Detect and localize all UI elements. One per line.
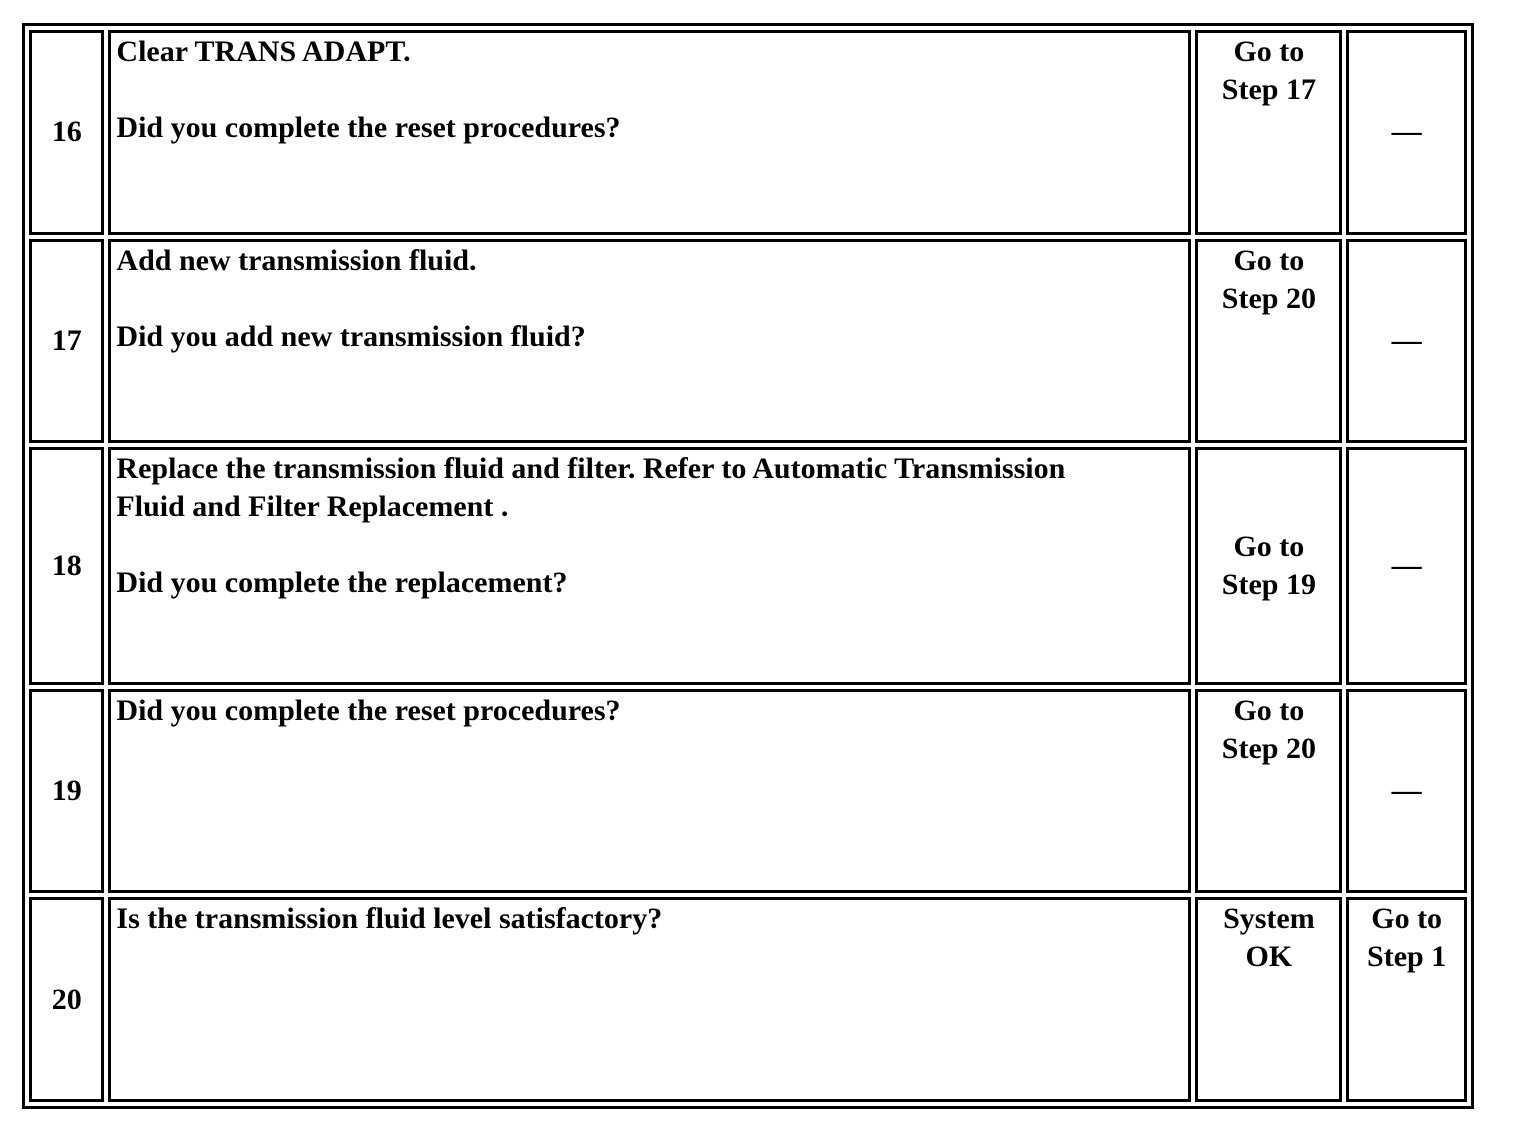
yes-result-line: Step 17: [1221, 73, 1316, 106]
action-cell: [108, 30, 1191, 235]
action-cell: [108, 897, 1191, 1102]
yes-result-cell: [1195, 30, 1342, 235]
step-number: 16: [29, 30, 104, 235]
action-cell: [108, 447, 1191, 684]
yes-result-line: Go to: [1233, 243, 1305, 277]
no-result-cell: [1346, 689, 1467, 894]
step-number: 19: [29, 689, 104, 894]
question-text: Did you complete the reset procedures?: [116, 693, 621, 727]
yes-result-line: System: [1223, 902, 1315, 936]
action-cell: [108, 239, 1191, 444]
yes-result-line: Go to: [1233, 35, 1305, 68]
no-result-cell: [1346, 239, 1467, 444]
action-text: Clear TRANS ADAPT.: [116, 35, 411, 68]
question-text: Did you complete the replacement?: [116, 566, 568, 600]
step-number: 20: [29, 897, 104, 1102]
yes-result-line: Step 19: [1221, 567, 1316, 601]
yes-result-cell: [1195, 897, 1342, 1102]
question-text: Is the transmission fluid level satisfactory?: [116, 902, 663, 936]
no-result-text: —: [1391, 548, 1422, 582]
action-text: Add new transmission fluid.: [116, 243, 477, 277]
yes-result-line: Step 20: [1221, 281, 1316, 315]
yes-result-line: OK: [1245, 940, 1293, 974]
action-text: Fluid and Filter Replacement .: [116, 490, 509, 524]
table-row: [29, 447, 1467, 684]
question-text: Did you complete the reset procedures?: [116, 111, 621, 144]
no-result-text: —: [1391, 773, 1422, 807]
table-row: [29, 30, 1467, 235]
table-row: [29, 897, 1467, 1102]
yes-result-line: Go to: [1233, 529, 1305, 563]
table-row: [29, 239, 1467, 444]
action-text: Replace the transmission fluid and filter. Refer to Automatic Transmission: [116, 452, 1066, 486]
step-number: 18: [29, 447, 104, 684]
yes-result-line: Go to: [1233, 693, 1305, 727]
step-number: 17: [29, 239, 104, 444]
yes-result-line: Step 20: [1221, 731, 1316, 765]
yes-result-cell: [1195, 239, 1342, 444]
question-text: Did you add new transmission fluid?: [116, 319, 586, 353]
yes-result-cell: [1195, 689, 1342, 894]
table-row: [29, 689, 1467, 894]
no-result-text: —: [1391, 115, 1422, 149]
action-cell: [108, 689, 1191, 894]
no-result-cell: [1346, 897, 1467, 1102]
no-result-text: —: [1391, 323, 1422, 357]
no-result-cell: [1346, 447, 1467, 684]
diagnostic-table: [22, 23, 1474, 1109]
yes-result-cell: [1195, 447, 1342, 684]
no-result-line: Go to: [1371, 902, 1443, 936]
no-result-line: Step 1: [1367, 940, 1447, 974]
no-result-cell: [1346, 30, 1467, 235]
